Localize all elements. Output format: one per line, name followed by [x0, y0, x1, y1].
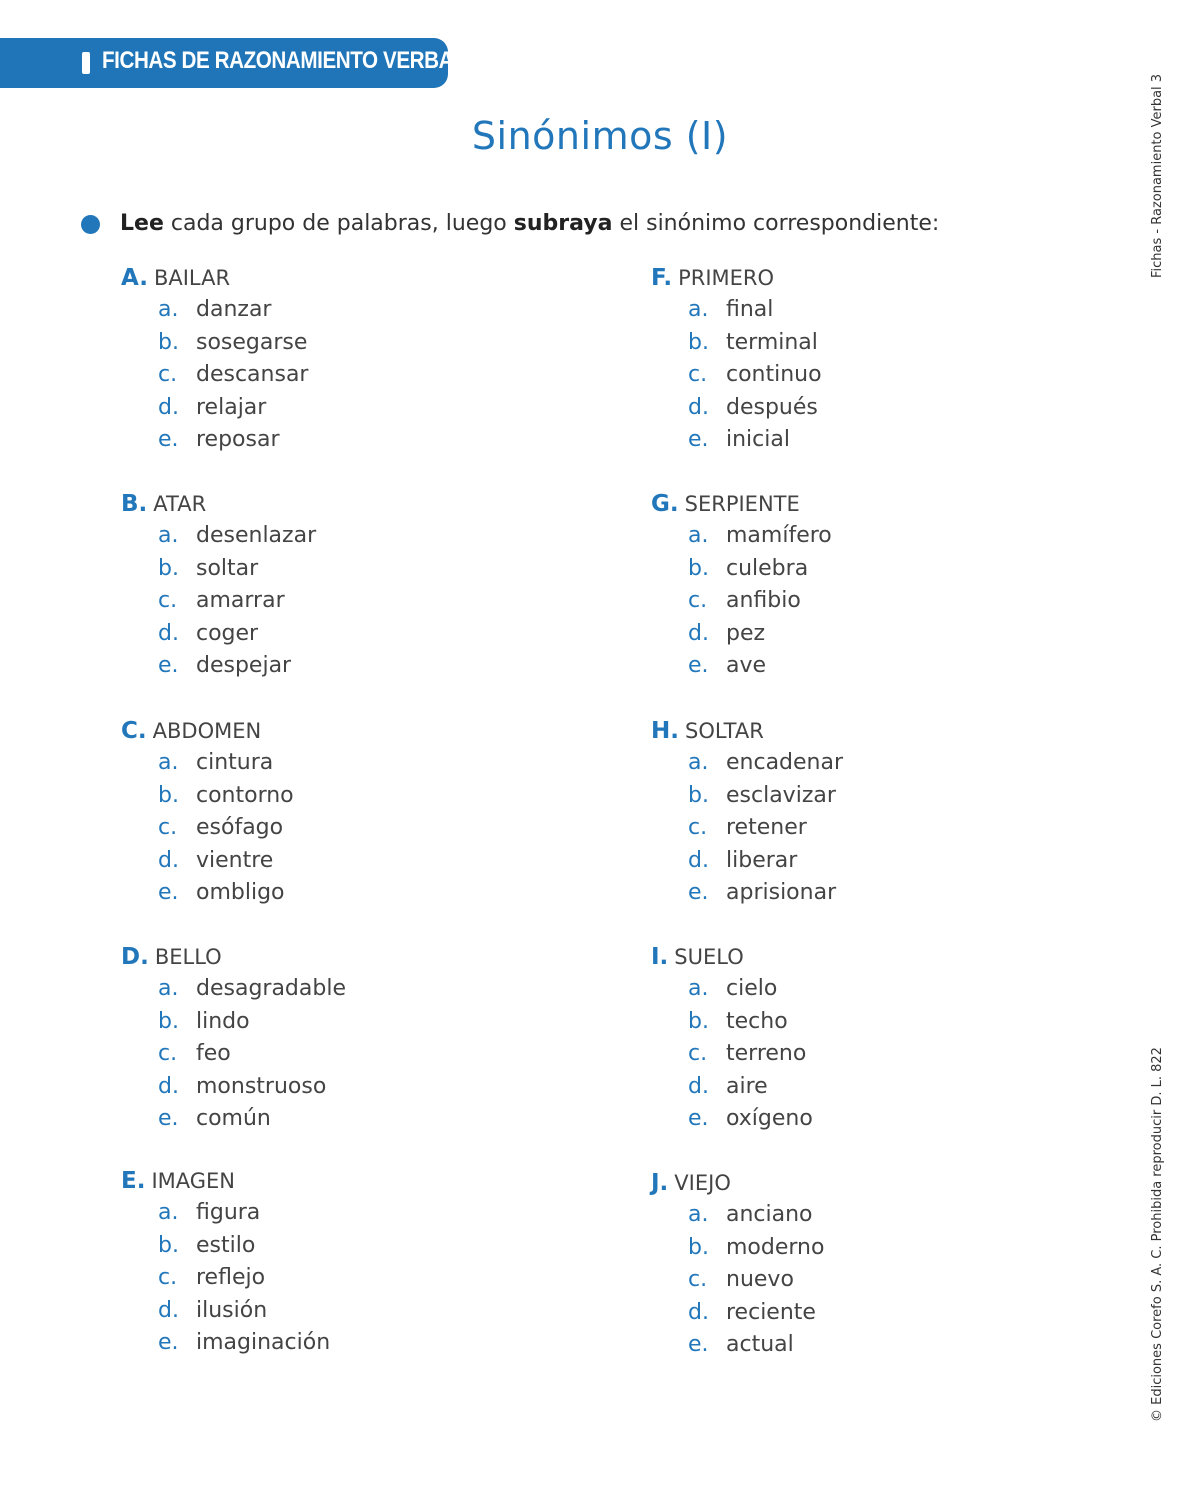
option-letter: b.	[688, 1234, 709, 1260]
option-word[interactable]: feo	[196, 1041, 231, 1066]
option-item[interactable]	[688, 621, 765, 646]
option-word[interactable]: lindo	[196, 1008, 250, 1034]
option-word[interactable]: figura	[196, 1200, 261, 1225]
option-item[interactable]	[688, 1009, 788, 1034]
option-item[interactable]	[688, 1267, 794, 1292]
option-letter: c.	[158, 362, 178, 387]
group-word: BELLO	[154, 945, 222, 969]
option-item[interactable]	[688, 1074, 768, 1099]
option-item[interactable]	[158, 1200, 260, 1225]
group-letter: E.	[121, 1168, 146, 1194]
option-item[interactable]	[158, 523, 316, 548]
option-letter: d.	[158, 620, 179, 646]
option-letter: e.	[688, 880, 709, 905]
option-item[interactable]	[158, 556, 258, 581]
option-item[interactable]	[158, 1074, 326, 1099]
option-word[interactable]: ave	[726, 653, 767, 678]
option-word[interactable]: esófago	[196, 815, 284, 840]
option-item[interactable]	[158, 395, 266, 420]
option-letter: d.	[688, 394, 709, 420]
option-letter: a.	[688, 297, 709, 322]
option-letter: b.	[158, 1232, 179, 1258]
option-word[interactable]: soltar	[196, 555, 259, 581]
option-word[interactable]: después	[726, 394, 818, 420]
option-letter: e.	[158, 653, 179, 678]
option-item[interactable]	[688, 750, 843, 775]
option-item[interactable]	[158, 848, 273, 873]
option-item[interactable]	[688, 815, 807, 840]
instruction-keyword-subraya: subraya	[513, 211, 613, 236]
option-item[interactable]	[158, 1106, 271, 1131]
option-word[interactable]: cintura	[196, 750, 274, 775]
option-word[interactable]: reciente	[726, 1299, 816, 1325]
instruction	[120, 211, 939, 236]
option-word[interactable]: pez	[726, 620, 766, 646]
option-letter: a.	[158, 976, 179, 1001]
option-letter: c.	[688, 1041, 708, 1066]
option-letter: b.	[158, 555, 179, 581]
instruction-text-2: el sinónimo correspondiente:	[612, 211, 940, 236]
option-letter: a.	[688, 523, 709, 548]
option-letter: d.	[688, 847, 709, 873]
option-word[interactable]: danzar	[196, 297, 272, 322]
option-letter: a.	[158, 1200, 179, 1225]
option-word[interactable]: terminal	[726, 329, 818, 355]
option-letter: c.	[688, 1267, 708, 1292]
option-item[interactable]	[688, 556, 808, 581]
option-letter: e.	[688, 427, 709, 452]
option-word[interactable]: nuevo	[726, 1267, 794, 1292]
option-item[interactable]	[688, 362, 822, 387]
group-word: SUELO	[674, 945, 744, 969]
option-word[interactable]: contorno	[196, 782, 294, 808]
option-item[interactable]	[158, 880, 285, 905]
option-item[interactable]	[158, 1233, 255, 1258]
option-word[interactable]: aire	[726, 1073, 768, 1099]
option-item[interactable]	[688, 1332, 794, 1357]
group-word: VIEJO	[674, 1171, 731, 1195]
option-word[interactable]: descansar	[196, 362, 309, 387]
option-letter: d.	[158, 1297, 179, 1323]
header-marker-icon	[82, 52, 90, 74]
group-letter: A.	[121, 265, 148, 291]
option-letter: e.	[158, 1106, 179, 1131]
option-word[interactable]: desenlazar	[196, 523, 317, 548]
bullet-icon	[81, 215, 100, 234]
option-letter: d.	[158, 1073, 179, 1099]
option-letter: b.	[688, 329, 709, 355]
option-word[interactable]: coger	[196, 620, 259, 646]
group-word: ABDOMEN	[152, 719, 262, 743]
option-word[interactable]: anfibio	[726, 588, 801, 613]
option-letter: a.	[158, 750, 179, 775]
option-letter: c.	[688, 815, 708, 840]
option-letter: e.	[688, 1332, 709, 1357]
option-word[interactable]: terreno	[726, 1041, 807, 1066]
group-letter: B.	[121, 491, 148, 517]
option-word[interactable]: anciano	[726, 1202, 813, 1227]
option-letter: a.	[158, 523, 179, 548]
option-letter: c.	[158, 1041, 178, 1066]
group-letter: I.	[651, 944, 669, 970]
group-heading	[121, 1168, 235, 1194]
side-series-label: Fichas - Razonamiento Verbal 3	[1150, 73, 1165, 278]
option-item[interactable]	[688, 848, 797, 873]
option-item[interactable]	[158, 1298, 267, 1323]
option-letter: e.	[688, 653, 709, 678]
group-heading	[651, 265, 774, 291]
option-item[interactable]	[158, 653, 291, 678]
group-word: SOLTAR	[685, 719, 764, 743]
option-letter: c.	[688, 588, 708, 613]
option-letter: e.	[688, 1106, 709, 1131]
option-item[interactable]	[158, 427, 280, 452]
option-word[interactable]: culebra	[726, 555, 809, 581]
option-word[interactable]: inicial	[726, 427, 790, 452]
option-word[interactable]: oxígeno	[726, 1106, 813, 1131]
option-letter: c.	[158, 815, 178, 840]
group-heading	[121, 265, 230, 291]
option-word[interactable]: moderno	[726, 1234, 825, 1260]
option-letter: c.	[158, 1265, 178, 1290]
option-item[interactable]	[688, 1041, 806, 1066]
option-letter: b.	[688, 782, 709, 808]
option-letter: b.	[158, 329, 179, 355]
group-word: BAILAR	[153, 266, 231, 290]
option-letter: b.	[158, 782, 179, 808]
option-word[interactable]: común	[196, 1106, 271, 1131]
instruction-text-1: cada grupo de palabras, luego	[163, 211, 514, 236]
option-word[interactable]: despejar	[196, 653, 292, 678]
option-word[interactable]: vientre	[196, 847, 274, 873]
option-letter: b.	[688, 555, 709, 581]
option-item[interactable]	[158, 976, 346, 1001]
side-copyright: © Ediciones Corefo S. A. C. Prohibida reproducir D. L. 822	[1150, 1047, 1165, 1422]
option-letter: c.	[158, 588, 178, 613]
option-item[interactable]	[158, 815, 283, 840]
group-letter: D.	[121, 944, 149, 970]
option-item[interactable]	[158, 1265, 265, 1290]
option-item[interactable]	[688, 523, 832, 548]
option-word[interactable]: desagradable	[196, 976, 346, 1001]
option-letter: d.	[688, 1299, 709, 1325]
group-heading	[651, 944, 744, 970]
option-word[interactable]: continuo	[726, 362, 822, 387]
option-word[interactable]: aprisionar	[726, 880, 837, 905]
option-letter: d.	[158, 847, 179, 873]
option-item[interactable]	[158, 783, 294, 808]
group-letter: J.	[651, 1170, 669, 1196]
option-letter: a.	[688, 1202, 709, 1227]
option-word[interactable]: retener	[726, 815, 807, 840]
option-word[interactable]: estilo	[196, 1232, 256, 1258]
option-item[interactable]	[688, 1235, 824, 1260]
option-word[interactable]: final	[726, 297, 774, 322]
option-word[interactable]: relajar	[196, 394, 267, 420]
option-letter: e.	[158, 880, 179, 905]
option-item[interactable]	[158, 588, 285, 613]
group-heading	[651, 491, 800, 517]
group-letter: H.	[651, 718, 679, 744]
option-word[interactable]: actual	[726, 1332, 794, 1357]
group-letter: G.	[651, 491, 679, 517]
option-item[interactable]	[158, 750, 273, 775]
option-letter: d.	[158, 394, 179, 420]
option-letter: b.	[158, 1008, 179, 1034]
page-title: Sinónimos (I)	[471, 114, 729, 158]
group-heading	[121, 718, 261, 744]
option-letter: e.	[158, 1330, 179, 1355]
option-item[interactable]	[688, 783, 836, 808]
instruction-keyword-lee: Lee	[120, 211, 164, 236]
group-word: ATAR	[153, 492, 207, 516]
option-letter: e.	[158, 427, 179, 452]
group-heading	[121, 944, 222, 970]
option-word[interactable]: encadenar	[726, 750, 844, 775]
option-word[interactable]: sosegarse	[196, 329, 308, 355]
option-word[interactable]: reposar	[196, 427, 280, 452]
group-word: SERPIENTE	[684, 492, 800, 516]
option-item[interactable]	[688, 395, 818, 420]
option-word[interactable]: liberar	[726, 847, 798, 873]
option-letter: d.	[688, 1073, 709, 1099]
option-item[interactable]	[688, 588, 801, 613]
group-heading	[651, 718, 764, 744]
option-word[interactable]: techo	[726, 1008, 788, 1034]
group-letter: C.	[121, 718, 147, 744]
option-item[interactable]	[158, 330, 307, 355]
option-letter: a.	[158, 297, 179, 322]
option-item[interactable]	[158, 1330, 330, 1355]
option-word[interactable]: imaginación	[196, 1330, 331, 1355]
option-letter: a.	[688, 750, 709, 775]
header-label: FICHAS DE RAZONAMIENTO VERBAL	[102, 47, 466, 74]
option-letter: a.	[688, 976, 709, 1001]
option-item[interactable]	[688, 653, 766, 678]
option-item[interactable]	[158, 1041, 231, 1066]
group-heading	[651, 1170, 731, 1196]
option-item[interactable]	[688, 880, 836, 905]
option-word[interactable]: reflejo	[196, 1265, 266, 1290]
option-item[interactable]	[158, 362, 308, 387]
option-word[interactable]: mamífero	[726, 523, 832, 548]
group-letter: F.	[651, 265, 673, 291]
option-letter: d.	[688, 620, 709, 646]
group-word: IMAGEN	[151, 1169, 236, 1193]
option-word[interactable]: monstruoso	[196, 1073, 327, 1099]
option-item[interactable]	[688, 427, 790, 452]
option-word[interactable]: cielo	[726, 976, 778, 1001]
option-word[interactable]: ilusión	[196, 1297, 268, 1323]
option-item[interactable]	[688, 1202, 813, 1227]
option-item[interactable]	[688, 1106, 813, 1131]
option-item[interactable]	[158, 621, 258, 646]
option-item[interactable]	[158, 1009, 250, 1034]
option-item[interactable]	[158, 297, 271, 322]
option-letter: b.	[688, 1008, 709, 1034]
group-heading	[121, 491, 206, 517]
option-word[interactable]: ombligo	[196, 880, 285, 905]
option-word[interactable]: amarrar	[196, 588, 285, 613]
group-word: PRIMERO	[678, 266, 775, 290]
option-item[interactable]	[688, 976, 777, 1001]
option-item[interactable]	[688, 297, 773, 322]
option-item[interactable]	[688, 1300, 816, 1325]
option-letter: c.	[688, 362, 708, 387]
option-item[interactable]	[688, 330, 818, 355]
option-word[interactable]: esclavizar	[726, 782, 836, 808]
